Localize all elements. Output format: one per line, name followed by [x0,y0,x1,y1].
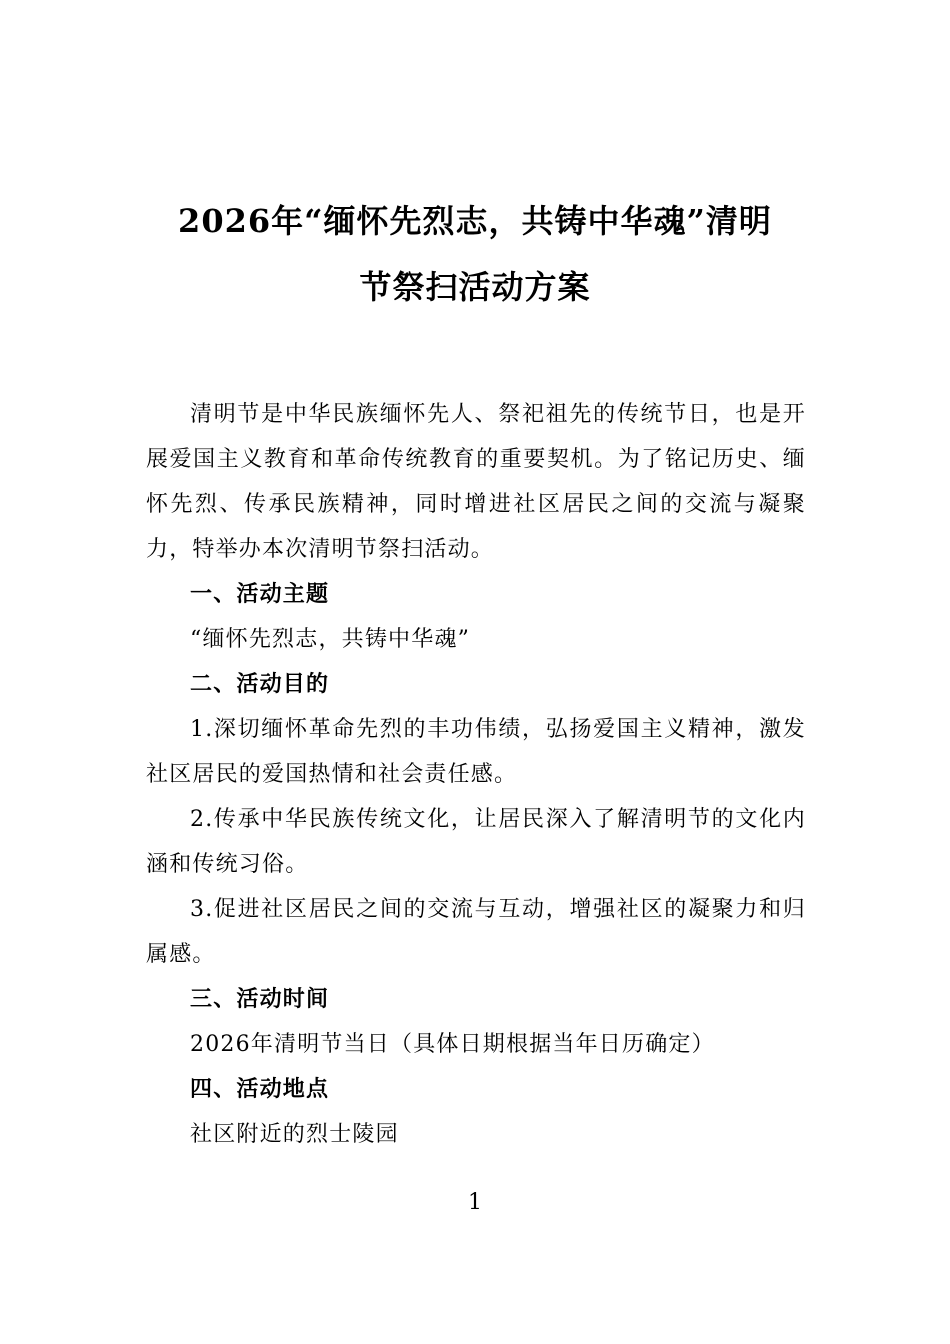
section-heading-location: 四、活动地点 [190,1076,330,1102]
title-line-1: 2026年“缅怀先烈志，共铸中华魂”清明 [178,202,772,240]
document-title [140,188,810,320]
document-body [146,392,806,1157]
section-heading-purpose: 二、活动目的 [190,671,330,697]
section-heading-theme: 一、活动主题 [190,581,330,607]
purpose-paragraph-2: 2.传承中华民族传统文化，让居民深入了解清明节的文化内涵和传统习俗。 [146,807,806,877]
time-paragraph: 2026年清明节当日（具体日期根据当年日历确定） [190,1032,715,1057]
theme-paragraph: “缅怀先烈志，共铸中华魂” [190,627,471,652]
intro-paragraph: 清明节是中华民族缅怀先人、祭祀祖先的传统节日，也是开展爱国主义教育和革命传统教育的重要契机。为了铭记历史、缅怀先烈、传承民族精神，同时增进社区居民之间的交流与凝聚力，特举办本次清明节祭扫活动。 [146,402,806,562]
purpose-paragraph-1: 1.深切缅怀革命先烈的丰功伟绩，弘扬爱国主义精神，激发社区居民的爱国热情和社会责任感。 [146,717,806,787]
page-number: 1 [468,1190,482,1215]
title-line-2: 节祭扫活动方案 [359,268,591,306]
purpose-paragraph-3: 3.促进社区居民之间的交流与互动，增强社区的凝聚力和归属感。 [146,897,806,967]
section-heading-time: 三、活动时间 [190,986,330,1012]
location-paragraph: 社区附近的烈士陵园 [190,1122,399,1147]
